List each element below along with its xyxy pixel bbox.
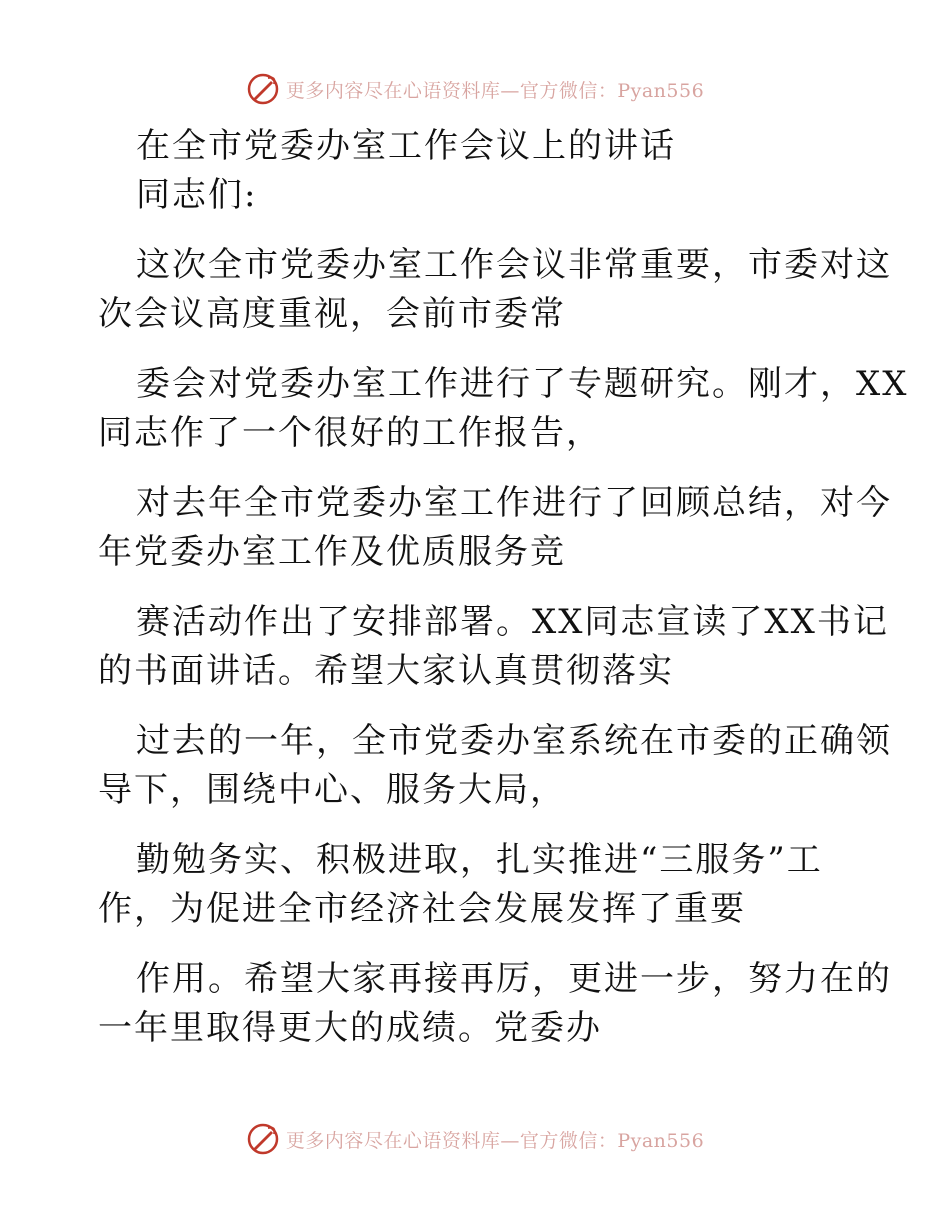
paragraph-line: 年党委办室工作及优质服务竞 [98, 532, 566, 572]
salutation: 同志们: [136, 175, 258, 215]
footer-text: 更多内容尽在心语资料库—官方微信：Pyan556 [285, 1129, 705, 1152]
quill-pen-icon [246, 72, 280, 106]
footer-banner [0, 1122, 950, 1156]
paragraph-line: 赛活动作出了安排部署。XX同志宣读了XX书记 [136, 602, 889, 642]
document-body [98, 122, 909, 1053]
paragraph-line: 同志作了一个很好的工作报告， [98, 413, 602, 453]
paragraph-line: 委会对党委办室工作进行了专题研究。刚才，XX [136, 364, 909, 404]
paragraph-line: 次会议高度重视，会前市委常 [98, 294, 566, 334]
paragraph [98, 241, 892, 339]
paragraph-line: 一年里取得更大的成绩。党委办 [98, 1008, 602, 1048]
paragraph-line: 这次全市党委办室工作会议非常重要，市委对这 [136, 245, 892, 285]
paragraph [98, 836, 858, 934]
paragraph [98, 598, 889, 696]
paragraph [98, 717, 892, 815]
quill-pen-icon [246, 1122, 280, 1156]
paragraph-line: 过去的一年，全市党委办室系统在市委的正确领 [136, 721, 892, 761]
paragraph-line: 导下，围绕中心、服务大局， [98, 770, 566, 810]
document-title: 在全市党委办室工作会议上的讲话 [136, 126, 676, 166]
header-banner [0, 72, 950, 106]
paragraph [98, 479, 892, 577]
paragraph-line: 对去年全市党委办室工作进行了回顾总结，对今 [136, 483, 892, 523]
paragraph-line: 的书面讲话。希望大家认真贯彻落实 [98, 651, 674, 691]
header-text: 更多内容尽在心语资料库—官方微信：Pyan556 [285, 79, 705, 102]
paragraph-line: 作用。希望大家再接再厉，更进一步，努力在的 [136, 959, 892, 999]
paragraph-line: 作，为促进全市经济社会发展发挥了重要 [98, 889, 746, 929]
paragraph [98, 360, 909, 458]
paragraph [98, 955, 892, 1053]
paragraph-line: 勤勉务实、积极进取，扎实推进“三服务”工 [136, 840, 823, 880]
